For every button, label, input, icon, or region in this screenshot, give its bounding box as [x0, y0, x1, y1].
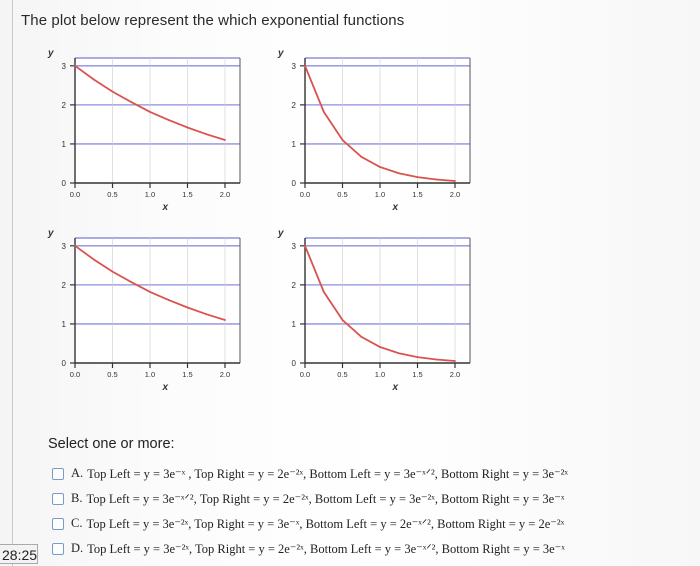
option-d-text: Top Left = y = 3e⁻²ˣ, Top Right = y = 2e⁻²ˣ, Bottom Left = y = 3e⁻ˣᐟ², Bottom Right = y = 3e⁻ˣ	[87, 541, 565, 556]
data-point	[224, 139, 226, 141]
plot-background	[75, 58, 240, 183]
y-tick-label: 3	[61, 241, 66, 251]
option-a-letter: A.	[71, 466, 84, 480]
option-b[interactable]	[52, 486, 568, 511]
data-point	[130, 281, 132, 283]
data-point	[112, 271, 114, 273]
x-axis-label: x	[162, 202, 169, 213]
data-point	[398, 352, 400, 354]
x-tick-label: 1.5	[182, 190, 193, 199]
x-tick-label: 1.0	[144, 370, 156, 379]
data-point	[149, 111, 151, 113]
data-point	[454, 180, 456, 182]
data-point	[168, 299, 170, 301]
option-a[interactable]	[52, 461, 568, 486]
option-d-checkbox[interactable]	[52, 543, 64, 555]
option-c[interactable]	[52, 511, 568, 536]
y-axis-label: y	[48, 48, 54, 59]
chart-bottom-right	[277, 228, 470, 393]
question-text: The plot below represent the which exponential functions	[21, 12, 405, 29]
data-point	[168, 119, 170, 121]
data-point	[454, 360, 456, 362]
data-point	[417, 356, 419, 358]
x-tick-label: 1.0	[374, 370, 386, 379]
data-point	[360, 156, 362, 158]
y-tick-label: 3	[291, 61, 296, 71]
option-b-text: Top Left = y = 3e⁻ˣᐟ², Top Right = y = 2e⁻²ˣ, Bottom Left = y = 3e⁻²ˣ, Bottom Right = y = 3e⁻ˣ	[86, 491, 565, 506]
x-tick-label: 1.5	[412, 190, 423, 199]
y-tick-label: 3	[291, 241, 296, 251]
y-axis-label: y	[48, 228, 54, 239]
y-tick-label: 3	[61, 61, 66, 71]
y-tick-label: 1	[291, 139, 296, 149]
x-tick-label: 1.5	[182, 370, 193, 379]
x-tick-label: 1.0	[374, 190, 386, 199]
data-point	[323, 111, 325, 113]
data-point	[417, 176, 419, 178]
data-point	[360, 336, 362, 338]
y-tick-label: 2	[291, 100, 296, 110]
y-tick-label: 2	[291, 280, 296, 290]
data-point	[93, 259, 95, 261]
plot-background	[75, 238, 240, 363]
x-axis-label: x	[162, 382, 169, 393]
data-point	[93, 79, 95, 81]
x-tick-label: 0.5	[337, 190, 348, 199]
y-tick-label: 1	[61, 319, 66, 329]
option-b-letter: B.	[71, 491, 83, 505]
x-axis-label: x	[392, 382, 399, 393]
y-tick-label: 0	[291, 359, 296, 368]
y-tick-label: 1	[291, 319, 296, 329]
chart-top-right	[277, 48, 470, 213]
data-point	[74, 245, 76, 247]
data-point	[342, 319, 344, 321]
data-point	[304, 245, 306, 247]
x-axis-label: x	[392, 202, 399, 213]
data-point	[435, 179, 437, 181]
x-tick-label: 0.0	[299, 190, 311, 199]
data-point	[205, 133, 207, 135]
data-point	[187, 307, 189, 309]
data-point	[323, 291, 325, 293]
y-tick-label: 0	[61, 359, 66, 368]
data-point	[74, 65, 76, 67]
chart-top-left	[47, 48, 240, 213]
x-tick-label: 0.0	[69, 370, 81, 379]
data-point	[187, 127, 189, 129]
option-a-text: Top Left = y = 3e⁻ˣ , Top Right = y = 2e⁻²ˣ, Bottom Left = y = 3e⁻ˣᐟ², Bottom Right = y = 3e⁻²ˣ	[87, 466, 569, 481]
data-point	[379, 166, 381, 168]
x-tick-label: 2.0	[449, 190, 461, 199]
x-tick-label: 2.0	[219, 190, 231, 199]
y-tick-label: 2	[61, 100, 66, 110]
y-axis-label: y	[278, 228, 284, 239]
x-tick-label: 1.0	[144, 190, 156, 199]
y-tick-label: 2	[61, 280, 66, 290]
chart-grid	[35, 48, 500, 406]
select-prompt: Select one or more:	[48, 436, 175, 452]
option-c-checkbox[interactable]	[52, 518, 64, 530]
option-d[interactable]	[52, 536, 568, 561]
chart-bottom-left	[47, 228, 240, 393]
x-tick-label: 2.0	[219, 370, 231, 379]
x-tick-label: 2.0	[449, 370, 461, 379]
data-point	[130, 101, 132, 103]
data-point	[435, 359, 437, 361]
option-c-text: Top Left = y = 3e⁻²ˣ, Top Right = y = 3e⁻ˣ, Bottom Left = y = 2e⁻ˣᐟ², Bottom Right = y = 2e⁻²ˣ	[86, 516, 565, 531]
page-frame-line	[12, 0, 13, 566]
y-tick-label: 0	[61, 179, 66, 188]
data-point	[342, 139, 344, 141]
data-point	[149, 291, 151, 293]
option-b-checkbox[interactable]	[52, 493, 64, 505]
x-tick-label: 0.0	[299, 370, 311, 379]
x-tick-label: 0.5	[337, 370, 348, 379]
x-tick-label: 0.5	[107, 190, 118, 199]
y-axis-label: y	[278, 48, 284, 59]
y-tick-label: 0	[291, 179, 296, 188]
data-point	[112, 91, 114, 93]
timer-badge: 28:25	[0, 544, 38, 564]
option-a-checkbox[interactable]	[52, 468, 64, 480]
y-tick-label: 1	[61, 139, 66, 149]
data-point	[304, 65, 306, 67]
data-point	[205, 313, 207, 315]
x-tick-label: 1.5	[412, 370, 423, 379]
x-tick-label: 0.5	[107, 370, 118, 379]
data-point	[398, 172, 400, 174]
data-point	[379, 346, 381, 348]
x-tick-label: 0.0	[69, 190, 81, 199]
option-d-letter: D.	[71, 541, 84, 555]
data-point	[224, 319, 226, 321]
option-c-letter: C.	[71, 516, 83, 530]
answer-options	[52, 461, 568, 561]
